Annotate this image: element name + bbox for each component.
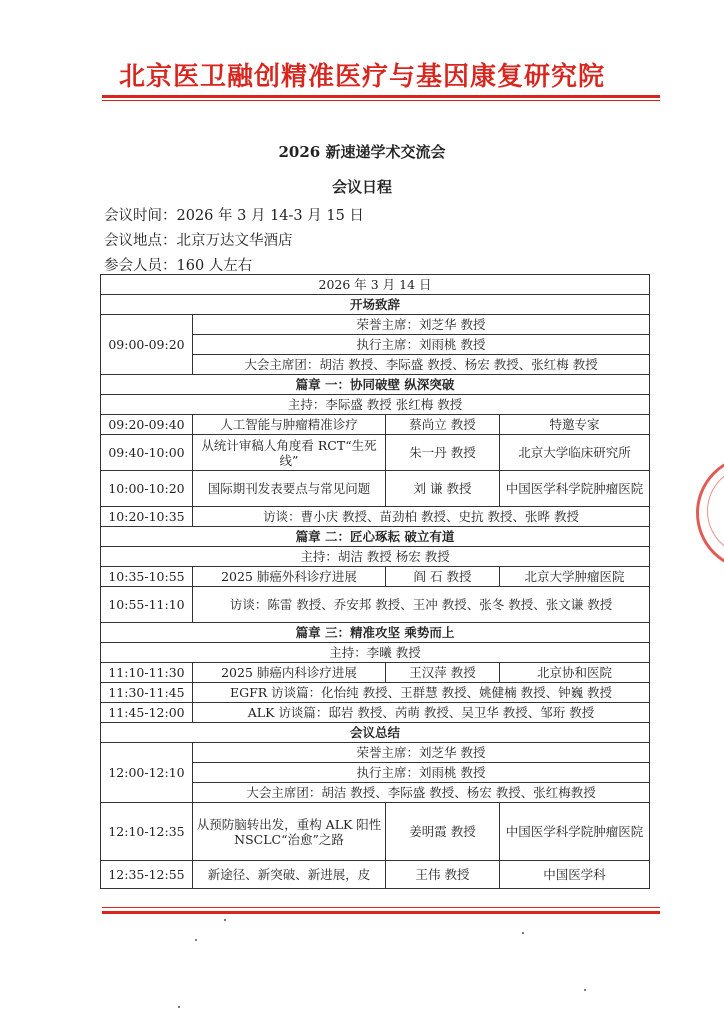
session-organization: 中国医学科	[500, 861, 650, 889]
summary-honorary-chair: 荣誉主席：刘芝华 教授	[193, 743, 650, 763]
session-organization: 中国医学科学院肿瘤医院	[500, 803, 650, 861]
summary-presidium: 大会主席团：胡洁 教授、李际盛 教授、杨宏 教授、张红梅教授	[193, 783, 650, 803]
session-speaker: 朱一丹 教授	[386, 435, 500, 471]
interview-time: 11:30-11:45	[101, 683, 193, 703]
schedule-date: 2026 年 3 月 14 日	[101, 275, 650, 295]
summary-time: 12:00-12:10	[101, 743, 193, 803]
header-rule	[102, 95, 660, 98]
opening-executive-chair: 执行主席：刘雨桃 教授	[193, 335, 650, 355]
session-topic: 2025 肺癌内科诊疗进展	[193, 663, 386, 683]
opening-heading: 开场致辞	[101, 295, 650, 315]
egfr-interview-panel: EGFR 访谈篇：化怡纯 教授、王群慧 教授、姚健楠 教授、钟巍 教授	[193, 683, 650, 703]
session-topic: 从统计审稿人角度看 RCT“生死线”	[193, 435, 386, 471]
session-speaker: 姜明霞 教授	[386, 803, 500, 861]
session-speaker: 王伟 教授	[386, 861, 500, 889]
interview-panel: 访谈：曹小庆 教授、苗劲柏 教授、史抗 教授、张晔 教授	[193, 507, 650, 527]
session-organization: 北京大学肿瘤医院	[500, 567, 650, 587]
session-topic: 从预防脑转出发，重构 ALK 阳性 NSCLC“治愈”之路	[193, 803, 386, 861]
schedule-table	[100, 274, 650, 889]
session-organization: 北京协和医院	[500, 663, 650, 683]
institute-header: 北京医卫融创精准医疗与基因康复研究院	[118, 62, 605, 92]
red-seal-stamp	[696, 455, 724, 571]
session-topic: 2025 肺癌外科诊疗进展	[193, 567, 386, 587]
doc-title: 2026 新速递学术交流会	[278, 143, 446, 161]
chapter2-heading: 篇章 二：匠心琢耘 破立有道	[101, 527, 650, 547]
session-time: 10:35-10:55	[101, 567, 193, 587]
doc-subtitle: 会议日程	[331, 178, 392, 196]
footer-rule	[102, 911, 660, 914]
session-speaker: 刘 谦 教授	[386, 471, 500, 507]
session-speaker: 蔡尚立 教授	[386, 415, 500, 435]
session-time: 12:10-12:35	[101, 803, 193, 861]
session-topic: 国际期刊发表要点与常见问题	[193, 471, 386, 507]
interview-time: 11:45-12:00	[101, 703, 193, 723]
chapter2-hosts: 主持：胡洁 教授 杨宏 教授	[101, 547, 650, 567]
footer-rule-thin	[102, 907, 660, 908]
session-time: 09:40-10:00	[101, 435, 193, 471]
scan-speck	[195, 939, 197, 941]
meeting-attendees: 参会人员：160 人左右	[104, 258, 253, 274]
scan-speck	[224, 919, 226, 921]
interview-time: 10:55-11:10	[101, 587, 193, 623]
session-organization: 北京大学临床研究所	[500, 435, 650, 471]
session-organization: 特邀专家	[500, 415, 650, 435]
session-topic: 人工智能与肿瘤精准诊疗	[193, 415, 386, 435]
scan-speck	[584, 989, 586, 991]
session-time: 11:10-11:30	[101, 663, 193, 683]
opening-time: 09:00-09:20	[101, 315, 193, 375]
interview-panel: 访谈：陈雷 教授、乔安邦 教授、王冲 教授、张冬 教授、张文谦 教授	[193, 587, 650, 623]
session-topic: 新途径、新突破、新进展，皮	[193, 861, 386, 889]
scan-speck	[522, 932, 524, 934]
meeting-place: 会议地点：北京万达文华酒店	[104, 233, 293, 249]
opening-presidium: 大会主席团：胡洁 教授、李际盛 教授、杨宏 教授、张红梅 教授	[193, 355, 650, 375]
meeting-time: 会议时间：2026 年 3 月 14-3 月 15 日	[104, 208, 364, 224]
session-speaker: 阎 石 教授	[386, 567, 500, 587]
session-time: 10:00-10:20	[101, 471, 193, 507]
interview-time: 10:20-10:35	[101, 507, 193, 527]
session-time: 09:20-09:40	[101, 415, 193, 435]
chapter1-heading: 篇章 一：协同破壁 纵深突破	[101, 375, 650, 395]
header-rule-thin	[102, 100, 660, 101]
scan-speck	[178, 1006, 180, 1008]
session-time: 12:35-12:55	[101, 861, 193, 889]
summary-executive-chair: 执行主席：刘雨桃 教授	[193, 763, 650, 783]
session-organization: 中国医学科学院肿瘤医院	[500, 471, 650, 507]
opening-honorary-chair: 荣誉主席：刘芝华 教授	[193, 315, 650, 335]
session-speaker: 王汉萍 教授	[386, 663, 500, 683]
summary-heading: 会议总结	[101, 723, 650, 743]
chapter3-hosts: 主持：李曦 教授	[101, 643, 650, 663]
chapter3-heading: 篇章 三：精准攻坚 乘势而上	[101, 623, 650, 643]
chapter1-hosts: 主持：李际盛 教授 张红梅 教授	[101, 395, 650, 415]
alk-interview-panel: ALK 访谈篇：邸岩 教授、芮萌 教授、吴卫华 教授、邹珩 教授	[193, 703, 650, 723]
